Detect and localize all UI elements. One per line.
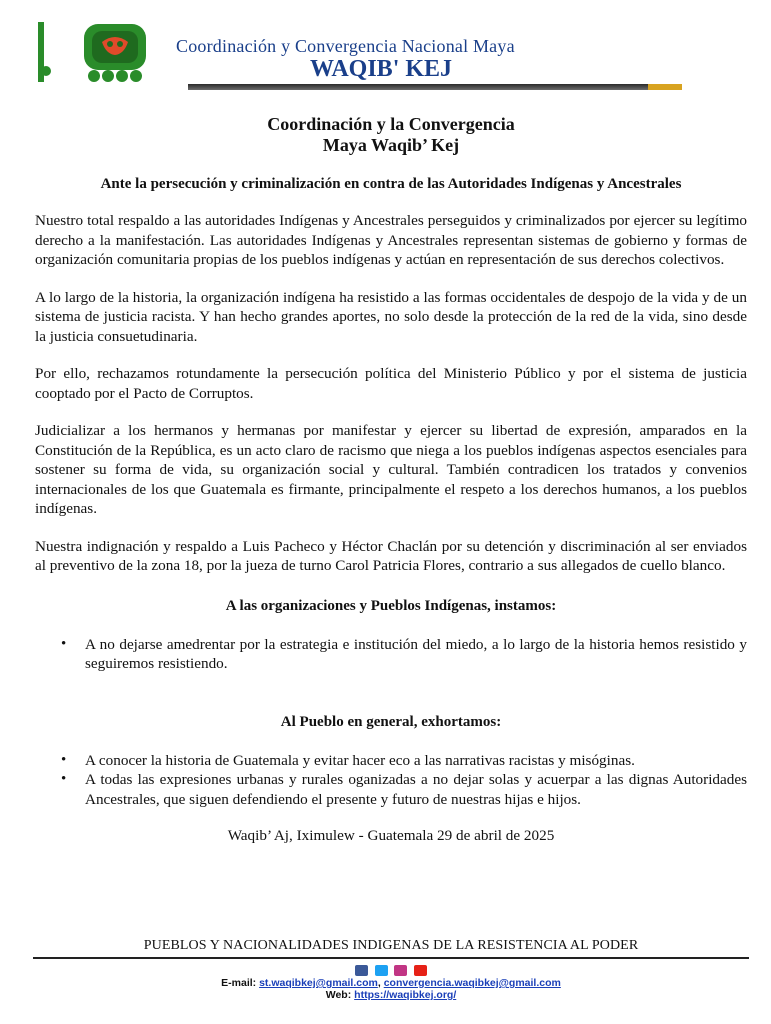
section-heading-people: Al Pueblo en general, exhortamos: <box>280 713 502 730</box>
header-rule-accent <box>648 84 682 90</box>
instagram-icon[interactable] <box>394 965 407 976</box>
header-rule <box>188 84 682 90</box>
bullet-list-organizations <box>35 635 747 674</box>
letterhead <box>38 20 688 98</box>
section-heading-organizations: A las organizaciones y Pueblos Indígenas, instamos: <box>225 597 557 614</box>
social-icons <box>33 962 749 976</box>
paragraph: Nuestra indignación y respaldo a Luis Pacheco y Héctor Chaclán por su detención y discriminación al ser enviados al preventivo de la zona 18, por la jueza de turno Carol Patricia Flores, contrario a sus allegados de cuello blanco. <box>35 537 747 574</box>
email-separator: , <box>377 977 381 989</box>
web-label: Web: <box>325 989 352 1001</box>
web-link[interactable]: https://waqibkej.org/ <box>354 989 457 1001</box>
twitter-icon[interactable] <box>375 965 388 976</box>
logo-dot-decoration <box>41 66 51 76</box>
email-link-st[interactable]: st.waqibkej@gmail.com <box>259 977 378 989</box>
footer-title: PUEBLOS Y NACIONALIDADES INDIGENAS DE LA RESISTENCIA AL PODER <box>143 938 639 953</box>
email-link-convergencia[interactable]: convergencia.waqibkej@gmail.com <box>383 977 561 989</box>
paragraph: Nuestro total respaldo a las autoridades Indígenas y Ancestrales perseguidos y criminalizados por ejercer su legítimo derecho a la manifestación. Las autoridades Indígenas y Ancestrales representan sistemas de gobierno y formas de organización comunitaria propias de los pueblos indígenas y actúan en representación de sus derechos colectivos. <box>35 212 747 268</box>
list-item: • A todas las expresiones urbanas y rurales oganizadas a no dejar solas y acuerpar a las dignas Autoridades Ancestrales, que siguen defendiendo el presente y futuro de nuestras hijas e hijos. <box>35 770 747 809</box>
footer <box>33 938 749 1001</box>
list-item: • A no dejarse amedrentar por la estrategia e institución del miedo, a lo largo de la historia hemos resistido y seguiremos resistiendo. <box>35 635 747 674</box>
org-name: Coordinación y Convergencia Nacional Maya <box>176 36 515 56</box>
title-line-2: Maya Waqib’ Kej <box>322 135 460 155</box>
contact-emails <box>33 977 749 989</box>
paragraph: A lo largo de la historia, la organización indígena ha resistido a las formas occidentales de despojo de la vida y de un sistema de justicia racista. Y han hecho grandes aportes, no solo desde la protección de la red de la vida, sino desde la justicia consuetudinaria. <box>35 288 747 345</box>
document-subtitle: Ante la persecución y criminalización en contra de las Autoridades Indígenas y Ancestrales <box>100 176 682 192</box>
org-short-name: WAQIB' KEJ <box>310 56 453 82</box>
title-line-1: Coordinación y la Convergencia <box>267 114 515 134</box>
list-item: • A conocer la historia de Guatemala y evitar hacer eco a las narrativas racistas y misóginas. <box>35 751 747 771</box>
bullet-list-people <box>35 751 747 810</box>
email-label: E-mail: <box>221 977 257 989</box>
footer-rule <box>33 957 749 959</box>
document-title <box>35 114 747 156</box>
paragraph: Por ello, rechazamos rotundamente la persecución política del Ministerio Público y por el sistema de justicia cooptado por el Pacto de Corruptos. <box>35 365 747 402</box>
signature-line: Waqib’ Aj, Iximulew - Guatemala 29 de abril de 2025 <box>227 827 555 844</box>
facebook-icon[interactable] <box>355 965 368 976</box>
document-body <box>35 110 747 845</box>
youtube-icon[interactable] <box>414 965 427 976</box>
maya-glyph-logo-icon <box>80 22 150 84</box>
paragraph: Judicializar a los hermanos y hermanas por manifestar y ejercer su libertad de expresión, amparados en la Constitución de la República, es un acto claro de racismo que niega a los pueblos indígenas aspectos esenciales para sostener su forma de vida, su organización social y cultural. También contradicen los tratados y convenios internacionales de los que Guatemala es firmante, principalmente el respeto a los derechos humanos, a los pueblos indígenas. <box>35 422 747 517</box>
website <box>33 989 749 1001</box>
